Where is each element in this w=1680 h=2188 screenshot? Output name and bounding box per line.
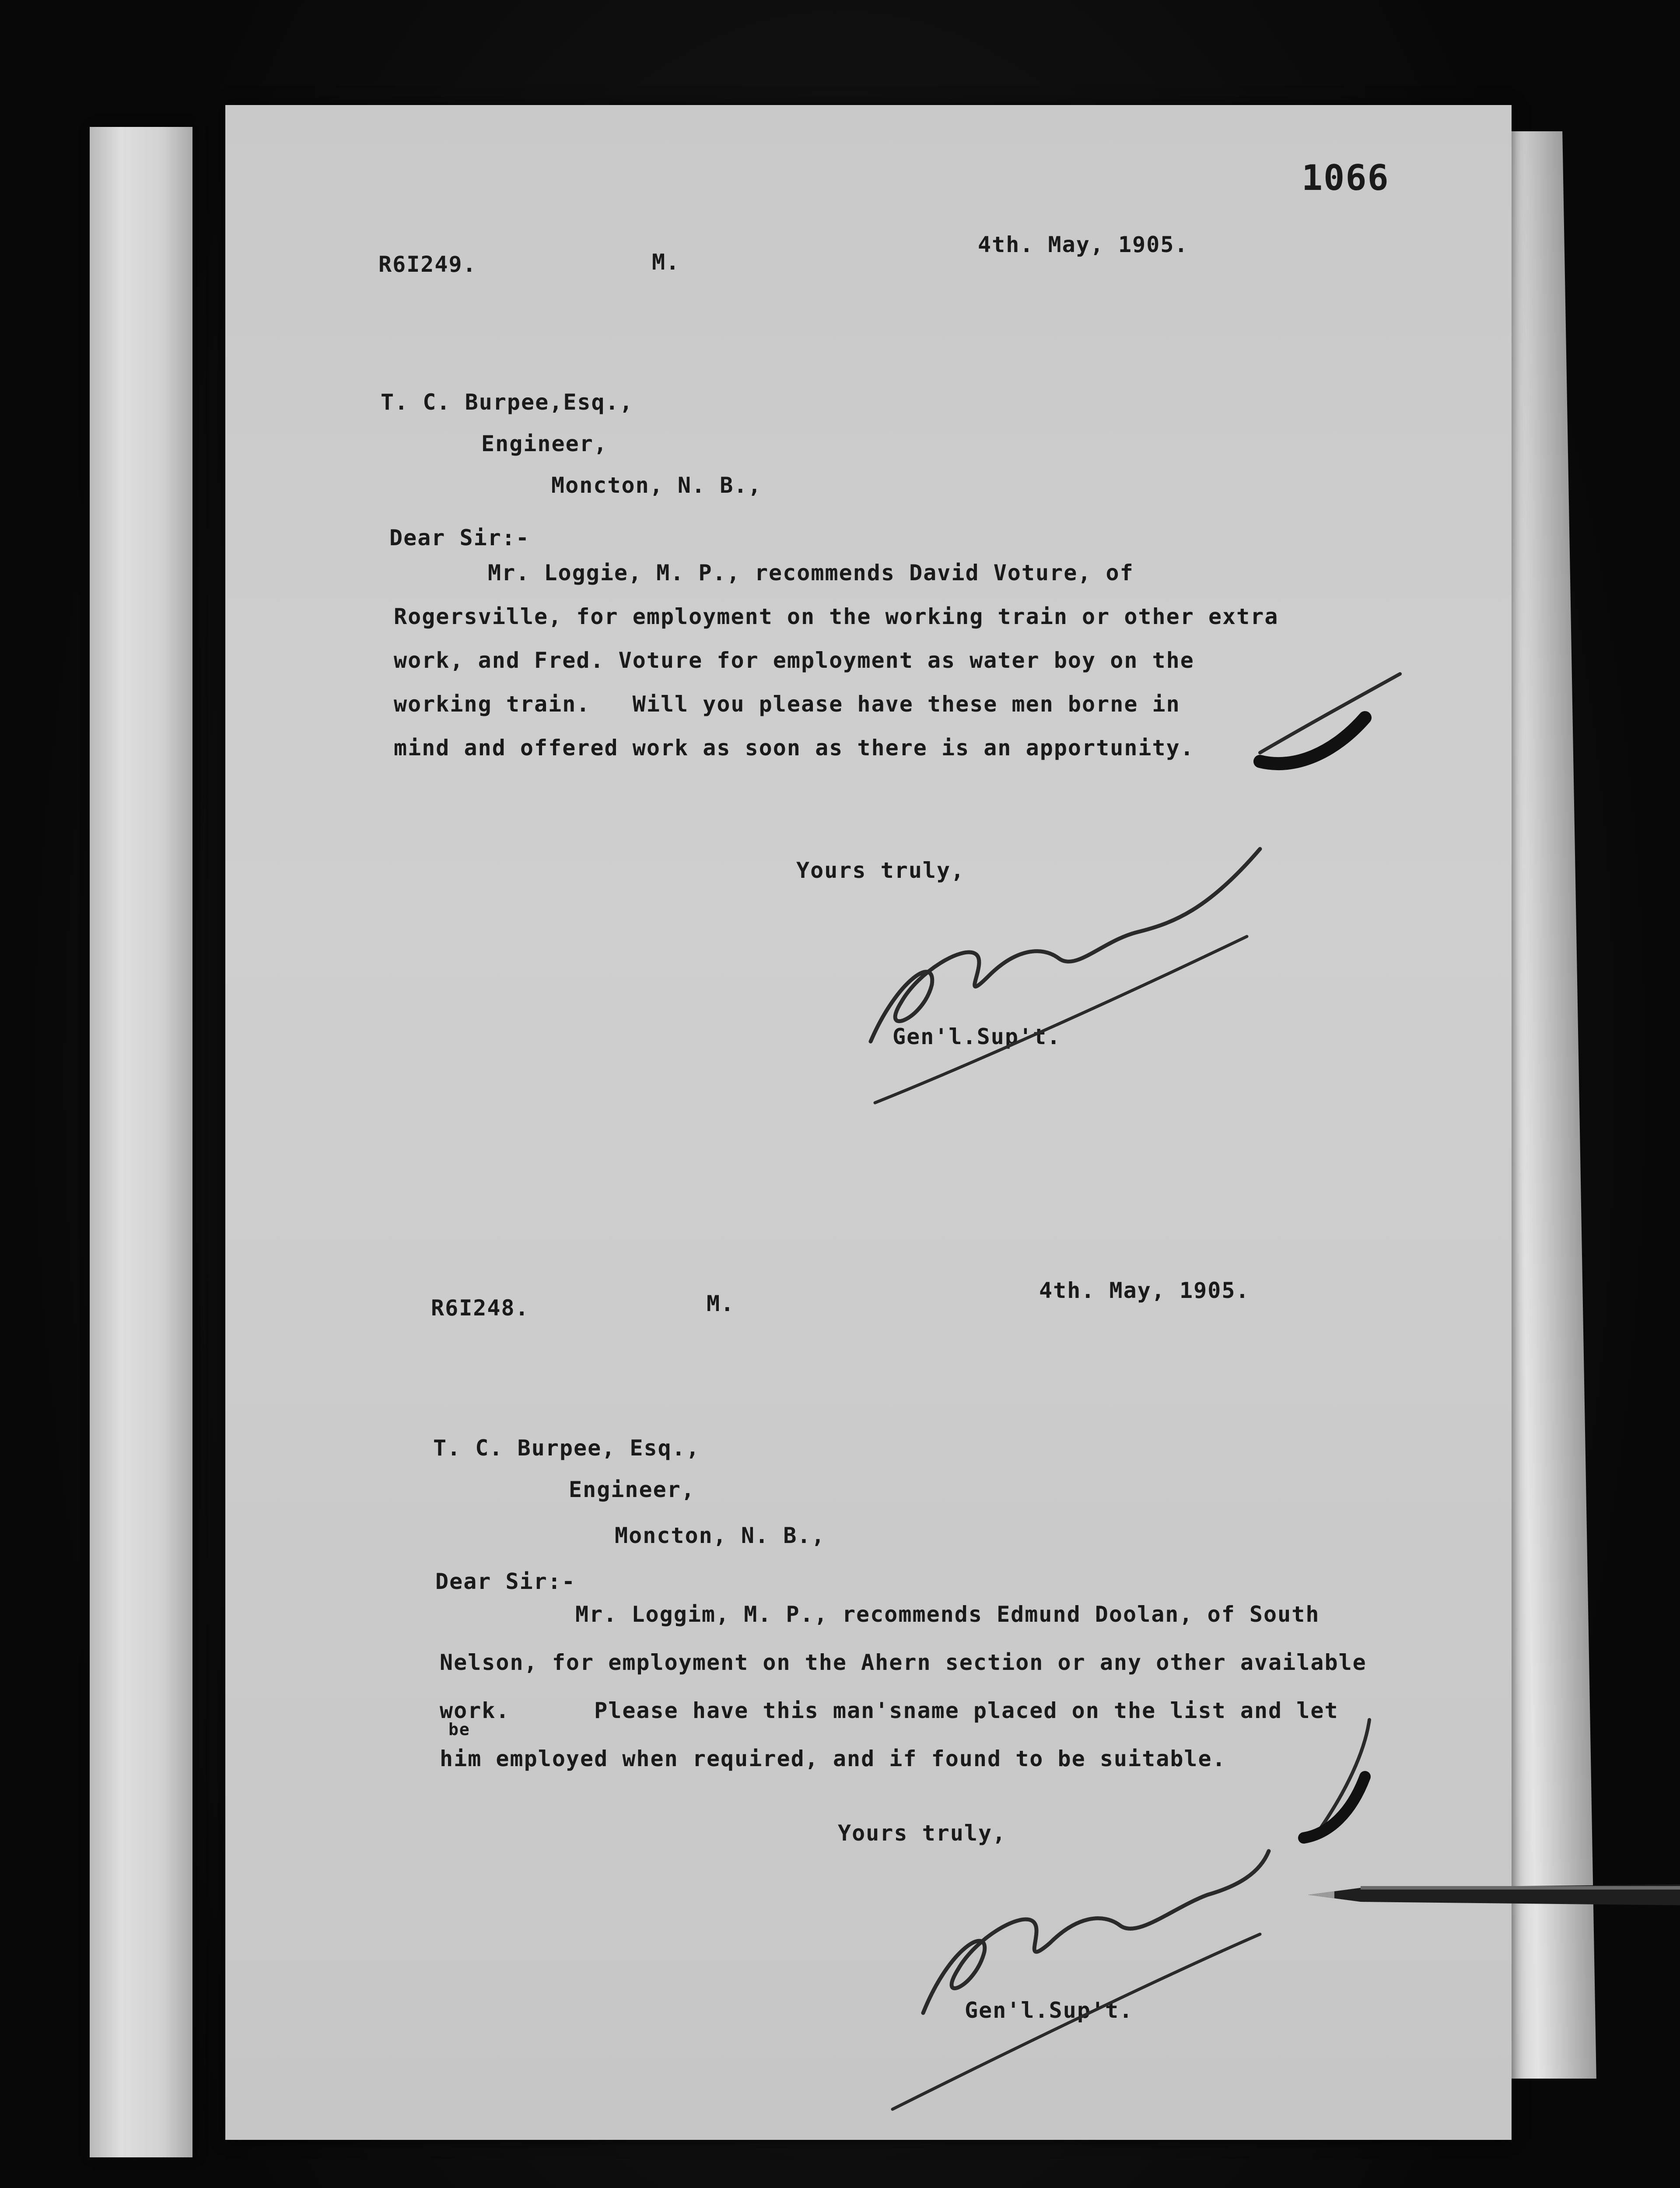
- letter-1-mark: M.: [652, 249, 680, 275]
- folded-page-edge: [90, 127, 192, 2157]
- letter-1-salutation: Dear Sir:-: [389, 525, 530, 551]
- letter-1-title: Engineer,: [481, 431, 608, 456]
- letter-page: [225, 105, 1512, 2140]
- folio-number: 1066: [1302, 158, 1390, 198]
- letter-1-place: Moncton, N. B.,: [551, 473, 762, 498]
- letter-1-body-line: Mr. Loggie, M. P., recommends David Voture, of: [488, 560, 1134, 586]
- letter-2-title: Engineer,: [569, 1477, 695, 1502]
- letter-1-ref: R6I249.: [378, 252, 477, 277]
- letter-2-body-line: Mr. Loggim, M. P., recommends Edmund Doolan, of South: [575, 1602, 1320, 1627]
- letter-1-closing: Yours truly,: [796, 858, 965, 883]
- letter-1-body-line: Rogersville, for employment on the working train or other extra: [394, 604, 1279, 629]
- letter-2-date: 4th. May, 1905.: [1039, 1278, 1250, 1303]
- pen-icon: [1308, 1882, 1680, 1908]
- letter-2-place: Moncton, N. B.,: [615, 1523, 826, 1548]
- letter-1-body-line: mind and offered work as soon as there is an apportunity.: [394, 735, 1194, 761]
- letter-2-ref: R6I248.: [431, 1295, 529, 1321]
- letter-2-signoff: Gen'l.Sup't.: [965, 1998, 1134, 2023]
- letter-2-closing: Yours truly,: [838, 1820, 1007, 1846]
- letter-2-salutation: Dear Sir:-: [435, 1569, 576, 1594]
- letter-2-insertion: be: [448, 1720, 470, 1739]
- letter-2-addressee: T. C. Burpee, Esq.,: [433, 1435, 700, 1461]
- letter-2-body-line: work. Please have this man'sname placed on the list and let: [440, 1698, 1339, 1723]
- letter-1-body-line: working train. Will you please have these men borne in: [394, 691, 1180, 717]
- letter-2-body-line: Nelson, for employment on the Ahern section or any other available: [440, 1650, 1367, 1675]
- letter-2-mark: M.: [707, 1291, 735, 1316]
- letter-1-body-line: work, and Fred. Voture for employment as water boy on the: [394, 648, 1194, 673]
- letter-1-signoff: Gen'l.Sup't.: [892, 1024, 1061, 1049]
- letter-2-body-line: him employed when required, and if found to be suitable.: [440, 1746, 1226, 1771]
- letter-1-addressee: T. C. Burpee,Esq.,: [381, 389, 634, 415]
- letter-1-date: 4th. May, 1905.: [978, 232, 1189, 257]
